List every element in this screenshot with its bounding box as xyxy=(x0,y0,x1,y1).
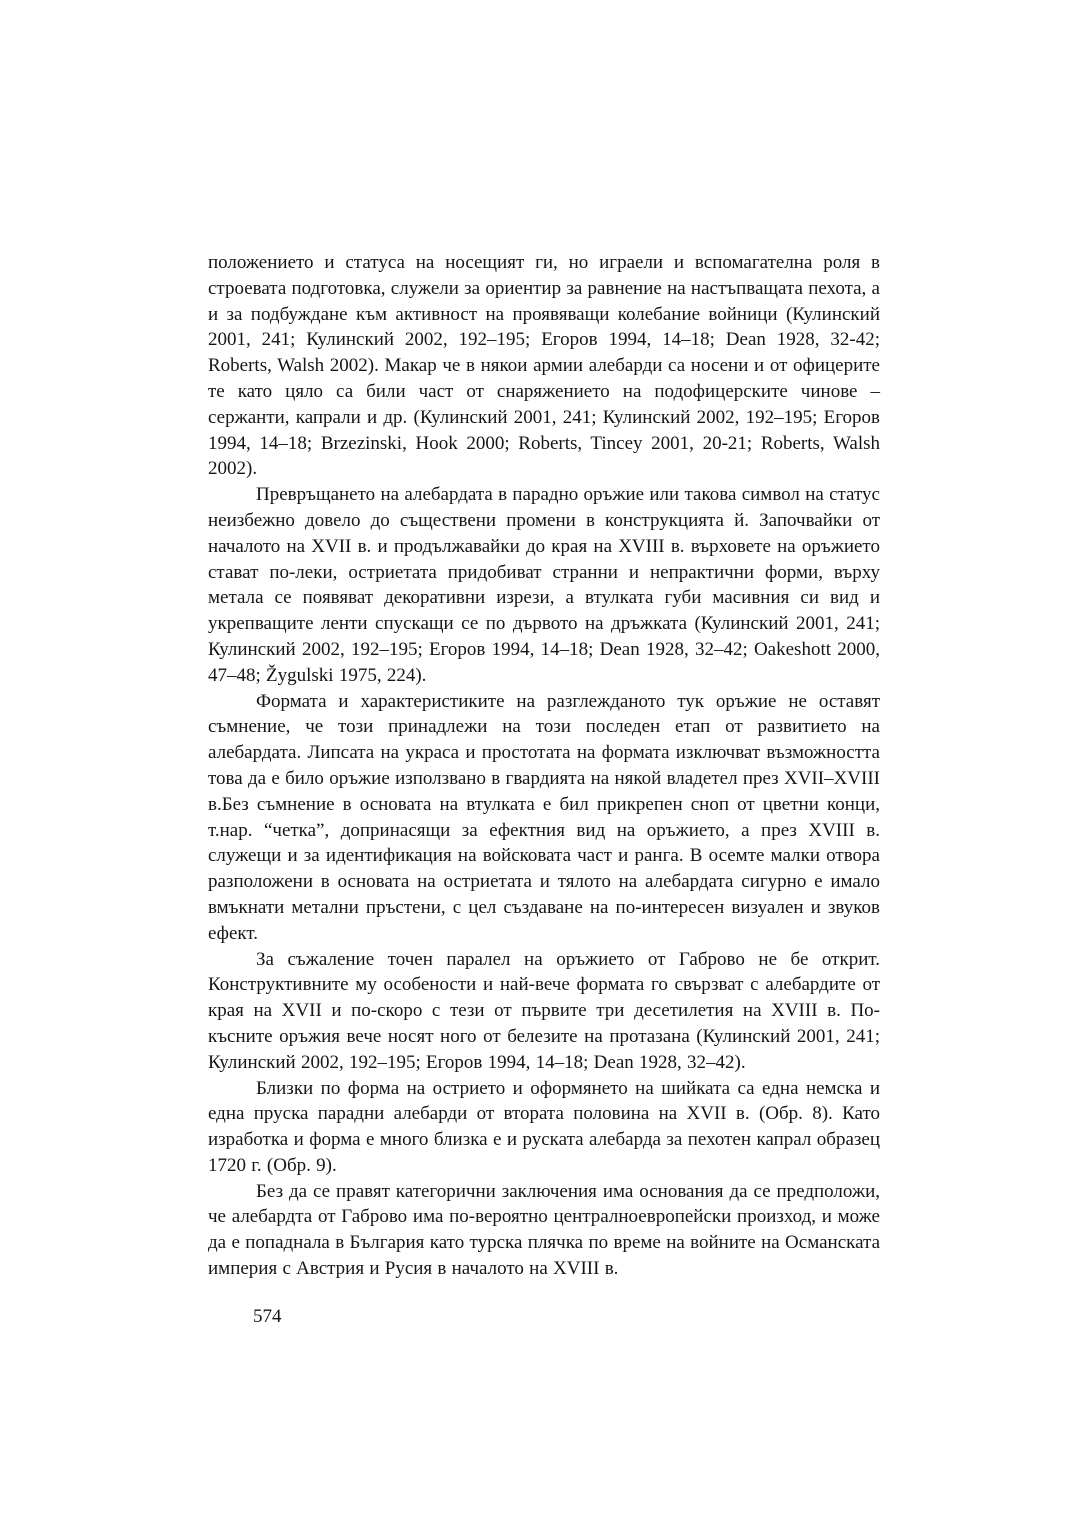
paragraph: Превръщането на алебардата в парадно оръжие или такова символ на статус неизбежно довело до съществени промени в конструкцията й. Започвайки от началото на XVII в. и продължавайки до края на XVIII в. върховете на оръжието стават по-леки, остриетата придобиват странни и непрактични форми, върху метала се появяват декоративни изрези, а втулката губи масивния си вид и укрепващите ленти спускащи се по дървото на дръжката (Кулинский 2001, 241; Кулинский 2002, 192–195; Егоров 1994, 14–18; Dean 1928, 32–42; Oakeshott 2000, 47–48; Žygulski 1975, 224). xyxy=(208,484,880,686)
paragraph: Близки по форма на острието и оформянето на шийката са една немска и една пруска парадни алебарди от втората половина на XVII в. (Обр. 8). Като изработка и форма е много близка е и руската алебарда за пехотен капрал образец 1720 г. (Обр. 9). xyxy=(208,1077,880,1176)
text-block xyxy=(208,250,880,1330)
paragraph: положението и статуса на носещият ги, но играели и вспомагателна роля в строевата подготовка, служели за ориентир за равнение на настъпващата пехота, а и за подбуждане към активност на проявяващи колебание войници (Кулинский 2001, 241; Кулинский 2002, 192–195; Егоров 1994, 14–18; Dean 1928, 32-42; Roberts, Walsh 2002). Макар че в някои армии алебарди са носени и от офицерите те като цяло са били част от снаряжението на подофицерските чинове – сержанти, капрали и др. (Кулинский 2001, 241; Кулинский 2002, 192–195; Егоров 1994, 14–18; Brzezinski, Hook 2000; Roberts, Tincey 2001, 20-21; Roberts, Walsh 2002). xyxy=(208,252,880,480)
paragraph: Формата и характеристиките на разглежданото тук оръжие не оставят съмнение, че този принадлежи на този последен етап от развитието на алебардата. Липсата на украса и простотата на формата изключват възможността това да е било оръжие използвано в гвардията на някой владетел през XVII–XVIII в.Без съмнение в основата на втулката е бил прикрепен сноп от цветни конци, т.нар. “четка”, допринасящи за ефектния вид на оръжието, а през XVIII в. служещи и за идентификация на войсковата част и ранга. В осемте малки отвора разположени в основата на остриетата и тялото на алебардата сигурно е имало вмъкнати метални пръстени, с цел създаване на по-интересен визуален и звуков ефект. xyxy=(208,690,880,944)
paragraph: Без да се правят категорични заключения има основания да се предположи, че алебардта от Габрово има по-вероятно централноевропейски произход, и може да е попаднала в България като турска плячка по време на войните на Османската империя с Австрия и Русия в началото на XVIII в. xyxy=(208,1180,880,1280)
page-number: 574 xyxy=(253,1305,282,1327)
paragraph: За съжаление точен паралел на оръжието от Габрово не бе открит. Конструктивните му особености и най-вече формата го свързват с алебардите от края на XVII и по-скоро с тези от първите три десетилетия на XVIII в. По-късните оръжия вече носят ного от белезите на протазана (Кулинский 2001, 241; Кулинский 2002, 192–195; Егоров 1994, 14–18; Dean 1928, 32–42). xyxy=(208,948,880,1073)
